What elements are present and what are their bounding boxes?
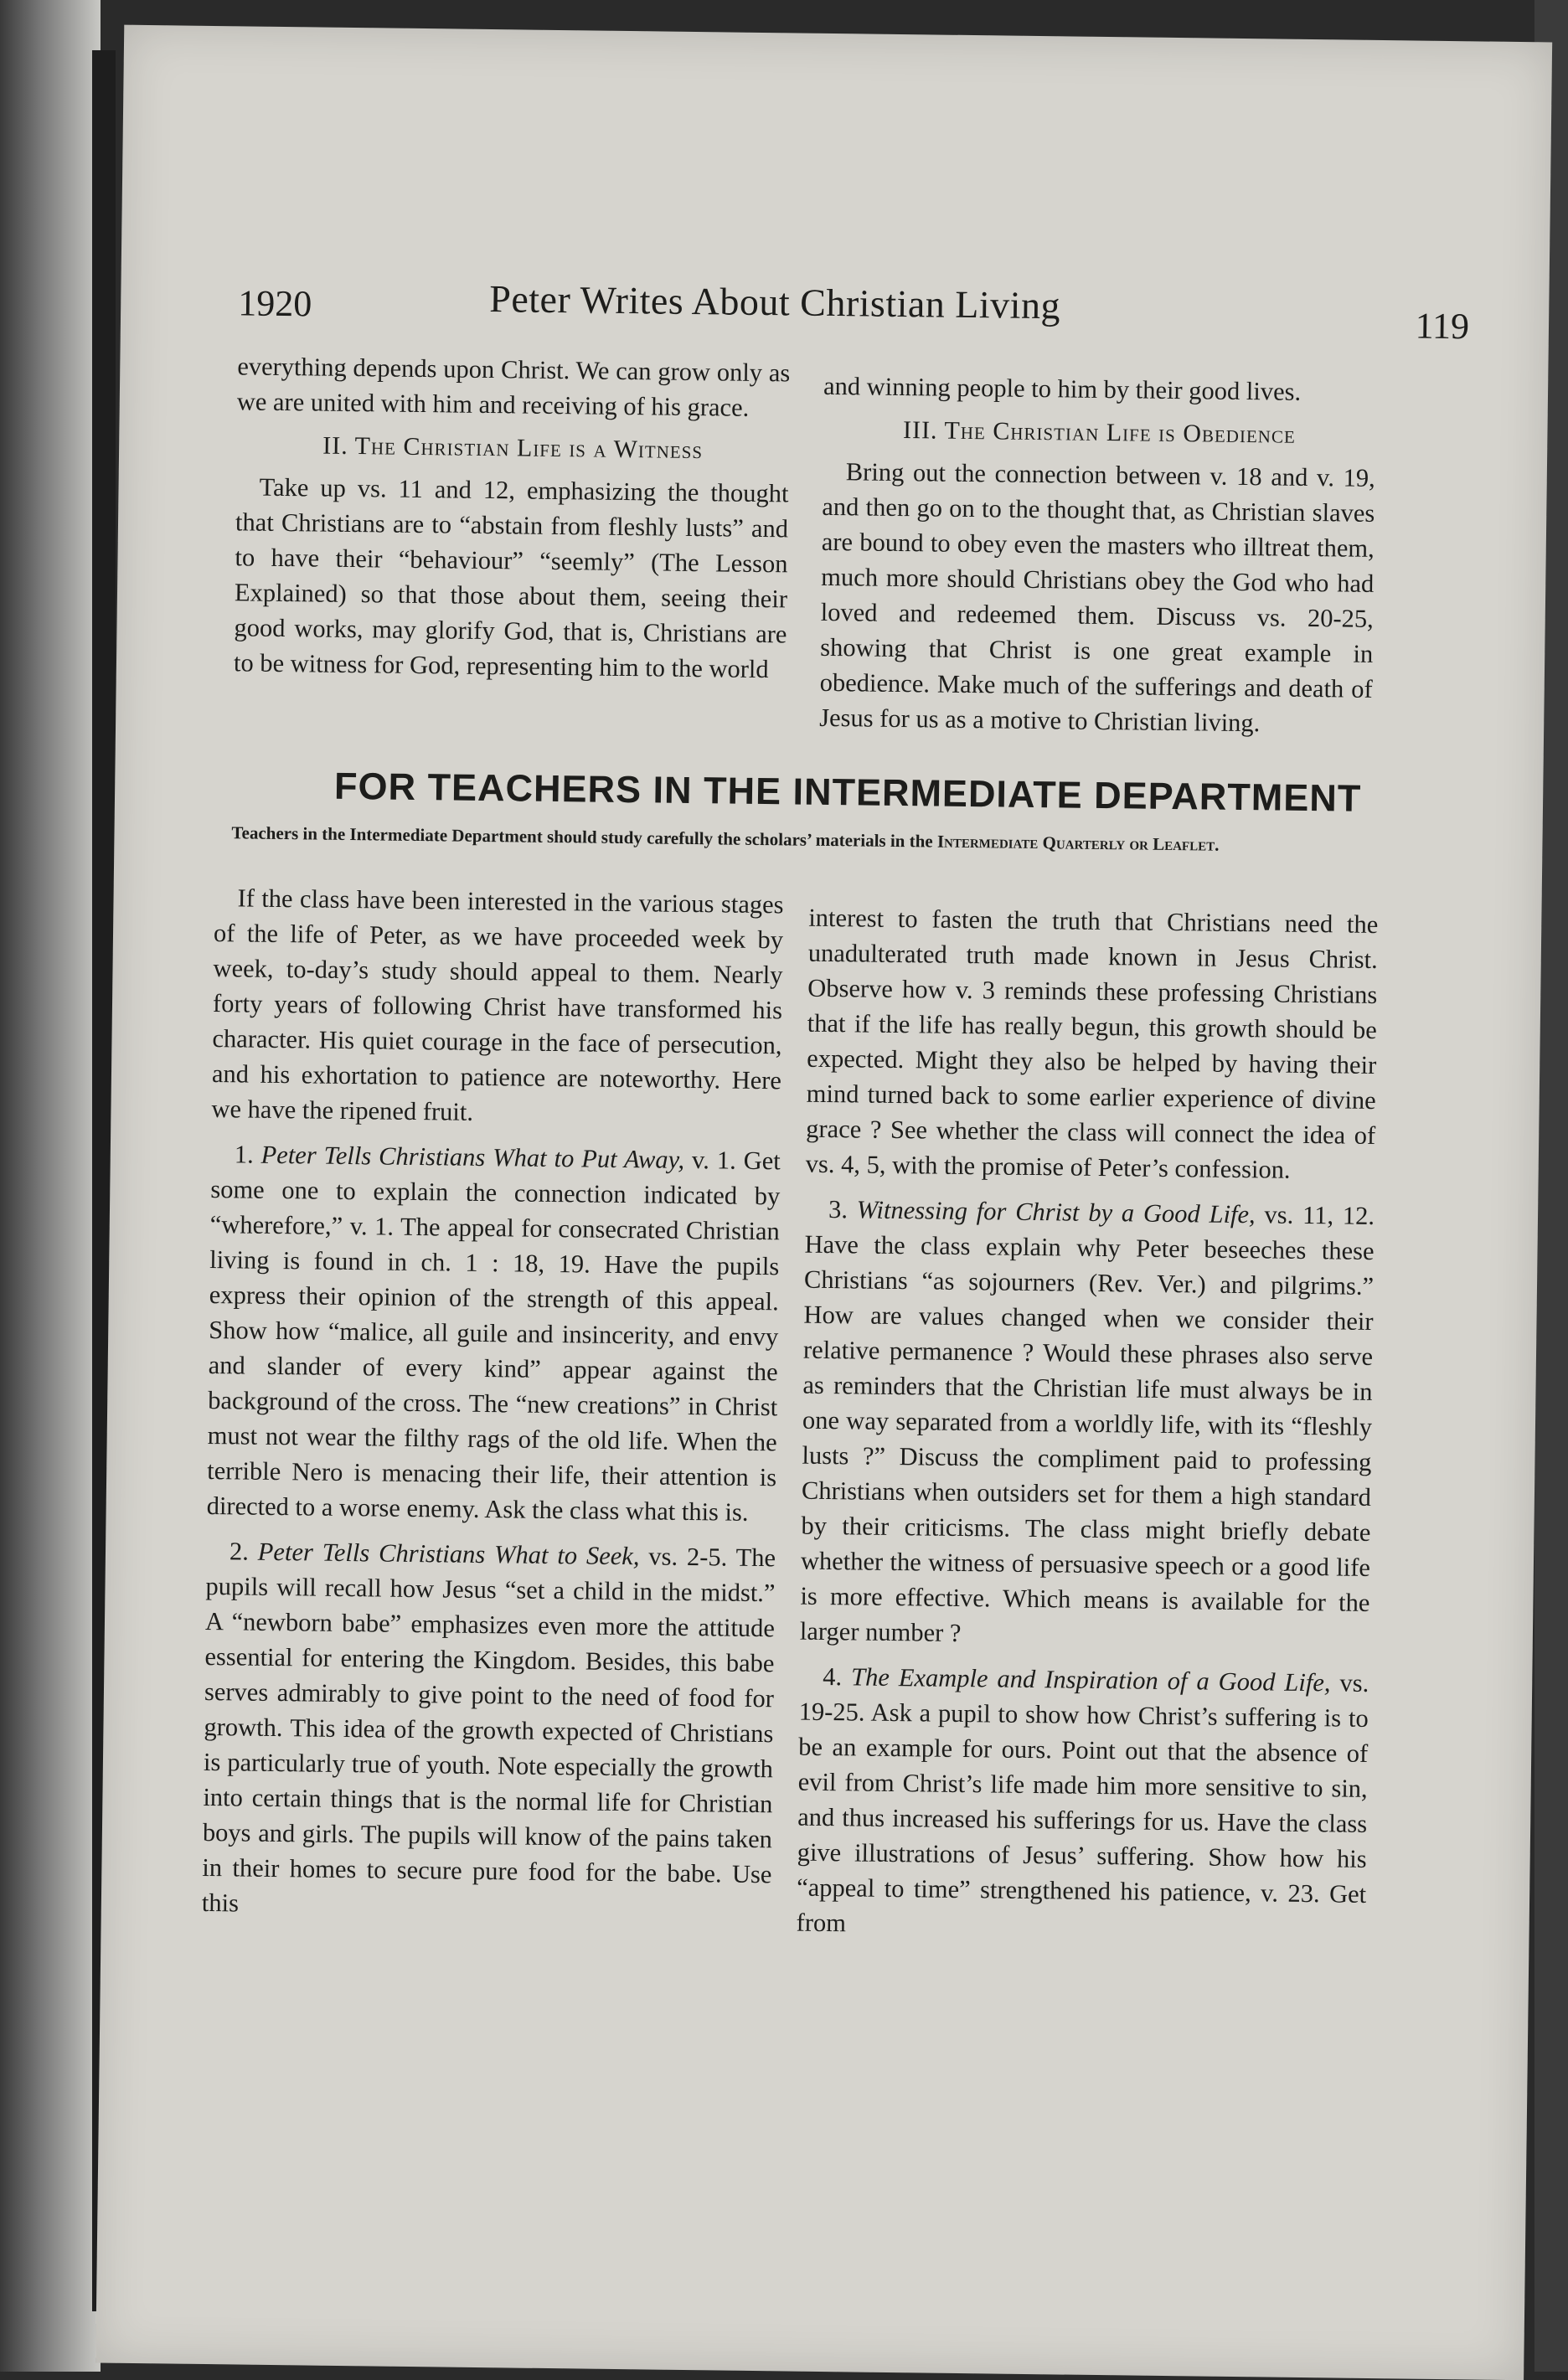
- note-lead: Teachers in the Intermediate Department should study carefully the scholars’ materials in the: [231, 822, 933, 852]
- bottom-right-column: [796, 900, 1378, 1947]
- paragraph: If the class have been interested in the various stages of the life of Peter, as we have proceeded week by week, to-day’s study should appeal to them. Nearly forty years of following Christ have transformed his character. His quiet courage in the face of persecution, and his exhortation to patience are noteworthy. Here we have the ripened fruit.: [211, 883, 784, 1126]
- list-item: [796, 1659, 1369, 1947]
- book-page: [95, 25, 1552, 2380]
- list-item: [202, 1533, 776, 1927]
- header-year: 1920: [237, 282, 312, 325]
- paragraph: everything depends upon Christ. We can grow only as we are united with him and receiving of his grace.: [236, 352, 791, 422]
- paragraph: Take up vs. 11 and 12, emphasizing the thought that Christians are to “abstain from fleshly lusts” and to have their “behaviour” “seemly” (The Lesson Explained) so that those about them, seeing their good works, may glorify God, that is, Christians are to be witness for God, representing him to the world: [233, 472, 789, 684]
- list-item: [206, 1136, 781, 1530]
- book-left-page-edge: [0, 0, 101, 2372]
- top-right-column: [819, 368, 1376, 742]
- top-left-column: [234, 348, 791, 687]
- bottom-left-column: [202, 880, 784, 1927]
- paragraph: Bring out the connection between v. 18 and v. 19, and then go on to the thought that, as Christian slaves are bound to obey even the masters who illtreat them, much more should Christians obey the God who had loved and redeemed them. Discuss vs. 20-25, showing that Christ is one great example in obedience. Make much of the sufferings and death of Jesus for us as a motive to Christian living.: [819, 457, 1376, 738]
- item-number: 2.: [229, 1537, 250, 1566]
- item-title: The Example and Inspiration of a Good Life,: [850, 1662, 1331, 1697]
- header-title: Peter Writes About Christian Living: [489, 277, 1061, 327]
- department-note: [231, 822, 1379, 858]
- list-item: [800, 1192, 1375, 1656]
- department-title: FOR TEACHERS IN THE INTERMEDIATE DEPARTMENT: [333, 764, 1362, 820]
- item-number: 3.: [828, 1195, 848, 1224]
- item-title: Witnessing for Christ by a Good Life,: [856, 1195, 1256, 1229]
- item-title: Peter Tells Christians What to Put Away,: [260, 1140, 685, 1174]
- item-text: v. 1. Get some one to explain the connection indicated by “wherefore,” v. 1. The appeal for consecrated Christian living is found in ch. 1 : 18, 19. Have the pupils express their opinion of the strength of this appeal. Show how “malice, all guile and insincerity, and envy and slander of every kind” appear against the background of the cross. The “new creations” in Christ must not wear the filthy rags of the old life. When the terrible Nero is menacing their life, their attention is directed to a worse enemy. Ask the class what this is.: [206, 1146, 781, 1527]
- item-number: 1.: [234, 1140, 254, 1169]
- section-heading: III. The Christian Life is Obedience: [902, 416, 1296, 449]
- paragraph: interest to fasten the truth that Christians need the unadulterated truth made known in Jesus Christ. Observe how v. 3 reminds these professing Christians that if the life has really begun, this growth should be expected. Might they also be helped by having their mind turned back to some earlier experience of divine grace ? See whether the class will connect the idea of vs. 4, 5, with the promise of Peter’s confession.: [805, 903, 1379, 1184]
- section-heading: II. The Christian Life is a Witness: [322, 431, 704, 465]
- item-number: 4.: [823, 1661, 843, 1692]
- item-title: Peter Tells Christians What to Seek,: [257, 1537, 640, 1571]
- item-text: vs. 11, 12. Have the class explain why Peter beseeches these Christians “as sojourners (Rev. Ver.) and pilgrims.” How are values changed when we consider their relative permanence ? Would these phrases also serve as reminders that the Christian life must always be in one way separated from a worldly life, with its “fleshly lusts ?” Discuss the compliment paid to professing Christians when outsiders set for them a high standard by their criticisms. The class might briefly debate whether the witness of persuasive speech or a good life is more effective. Which means is available for the larger number ?: [799, 1200, 1375, 1647]
- item-text: vs. 19-25. Ask a pupil to show how Christ’s suffering is to be an example for ours. Point out that the absence of evil from Christ’s life made him more sensitive to sin, and thus increased his sufferings for us. Have the class give illustrations of Jesus’ suffering. Show how his “appeal to time” strengthened his patience, v. 23. Get from: [796, 1668, 1369, 1938]
- item-text: vs. 2-5. The pupils will recall how Jesus “set a child in the midst.” A “newborn babe” emphasizes even more the attitude essential for entering the Kingdom. Besides, this babe serves admirably to give point to the need of food for growth. This idea of the growth expected of Christians is particularly true of youth. Note especially the growth into certain things that is the normal life for Christian boys and girls. The pupils will know of the pains taken in their homes to secure pure food for the babe. Use this: [201, 1542, 776, 1918]
- note-tail: Intermediate Quarterly or Leaflet.: [936, 831, 1220, 855]
- paragraph: and winning people to him by their good lives.: [823, 371, 1302, 406]
- running-header: [238, 273, 1470, 355]
- page-number: 119: [1415, 305, 1470, 348]
